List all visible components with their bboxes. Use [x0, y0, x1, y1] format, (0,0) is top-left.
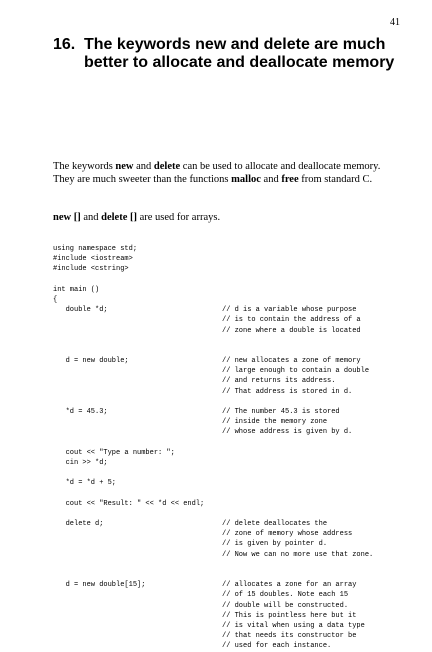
- code-statement: cout << "Result: " << *d << endl;: [53, 499, 205, 508]
- code-line: [53, 621, 373, 631]
- code-line: [53, 376, 373, 386]
- code-line: [53, 611, 373, 621]
- code-comment: // is given by pointer d.: [222, 540, 328, 549]
- keyword-delete: delete: [153, 161, 181, 172]
- code-line: [53, 478, 373, 488]
- code-line: [53, 509, 373, 519]
- keyword-malloc: malloc: [231, 174, 261, 185]
- code-comment: // zone where a double is located: [222, 326, 361, 335]
- code-line: [53, 427, 373, 437]
- code-line: [53, 295, 373, 305]
- code-comment: // is vital when using a data type: [222, 621, 365, 630]
- code-line: [53, 315, 373, 325]
- keyword-free: free: [281, 174, 299, 185]
- code-line: [53, 336, 373, 346]
- code-comment: // The number 45.3 is stored: [222, 408, 340, 416]
- code-line: [53, 590, 373, 600]
- code-line: [53, 519, 373, 529]
- code-line: [53, 458, 373, 468]
- note-text: and: [80, 212, 102, 223]
- code-statement: d = new double[15];: [53, 581, 146, 590]
- code-line: [53, 560, 373, 570]
- code-line: [53, 346, 373, 356]
- intro-text: can be used to allocate and deallocate memory. They are much sweeter than the functions: [53, 161, 381, 185]
- note-text: are used for arrays.: [136, 212, 221, 223]
- intro-paragraph: [53, 160, 383, 186]
- section-title: The keywords new and delete are much better to allocate and deallocate memory: [84, 36, 395, 71]
- keyword-delete-array: delete []: [101, 212, 137, 223]
- code-line: [53, 499, 373, 509]
- code-line: [53, 641, 373, 651]
- code-listing: [53, 244, 373, 652]
- code-comment: // This is pointless here but it: [222, 611, 357, 620]
- code-line: [53, 387, 373, 397]
- section-heading: [53, 36, 403, 72]
- code-comment: // d is a variable whose purpose: [222, 306, 357, 315]
- code-line: [53, 305, 373, 315]
- code-comment: // that needs its constructor be: [222, 632, 357, 641]
- code-statement: #include <cstring>: [53, 265, 129, 274]
- code-line: [53, 529, 373, 539]
- code-comment: // inside the memory zone: [222, 418, 328, 427]
- code-statement: cin >> *d;: [53, 458, 108, 467]
- code-line: [53, 254, 373, 264]
- code-line: [53, 580, 373, 590]
- code-line: [53, 264, 373, 274]
- code-comment: // That address is stored in d.: [222, 387, 353, 396]
- code-comment: // zone of memory whose address: [222, 530, 353, 539]
- section-number: 16.: [53, 36, 76, 53]
- page-number: 41: [390, 17, 400, 28]
- code-line: [53, 417, 373, 427]
- code-comment: // of 15 doubles. Note each 15: [222, 591, 349, 600]
- code-line: [53, 397, 373, 407]
- keyword-new-array: new []: [53, 212, 81, 223]
- code-statement: *d = 45.3;: [53, 408, 108, 416]
- code-comment: // and returns its address.: [222, 377, 336, 386]
- code-statement: double *d;: [53, 306, 108, 315]
- code-line: [53, 550, 373, 560]
- code-line: [53, 438, 373, 448]
- code-comment: // large enough to contain a double: [222, 367, 370, 376]
- code-line: [53, 631, 373, 641]
- array-note: [53, 211, 220, 224]
- code-line: [53, 601, 373, 611]
- code-statement: #include <iostream>: [53, 255, 133, 264]
- code-line: [53, 489, 373, 499]
- intro-text: The keywords: [53, 161, 116, 172]
- code-line: [53, 326, 373, 336]
- code-comment: // delete deallocates the: [222, 520, 328, 529]
- code-comment: // allocates a zone for an array: [222, 581, 357, 590]
- code-statement: delete d;: [53, 520, 104, 529]
- code-comment: // Now we can no more use that zone.: [222, 550, 374, 559]
- code-statement: {: [53, 295, 58, 304]
- code-line: [53, 468, 373, 478]
- code-line: [53, 366, 373, 376]
- code-statement: *d = *d + 5;: [53, 479, 117, 488]
- code-line: [53, 448, 373, 458]
- keyword-new: new: [115, 161, 134, 172]
- code-comment: // new allocates a zone of memory: [222, 357, 361, 366]
- code-line: [53, 570, 373, 580]
- code-comment: // used for each instance.: [222, 642, 332, 651]
- code-statement: cout << "Type a number: ";: [53, 448, 175, 457]
- code-line: [53, 285, 373, 295]
- code-comment: // double will be constructed.: [222, 601, 349, 610]
- code-comment: // whose address is given by d.: [222, 428, 353, 437]
- code-statement: int main (): [53, 285, 100, 294]
- intro-text: from standard C.: [298, 174, 373, 185]
- code-statement: d = new double;: [53, 357, 129, 366]
- code-line: [53, 244, 373, 254]
- code-comment: // is to contain the address of a: [222, 316, 361, 325]
- code-statement: using namespace std;: [53, 245, 138, 253]
- code-line: [53, 407, 373, 417]
- intro-text: and: [133, 161, 154, 172]
- intro-text: and: [260, 174, 282, 185]
- code-line: [53, 275, 373, 285]
- code-line: [53, 539, 373, 549]
- code-line: [53, 356, 373, 366]
